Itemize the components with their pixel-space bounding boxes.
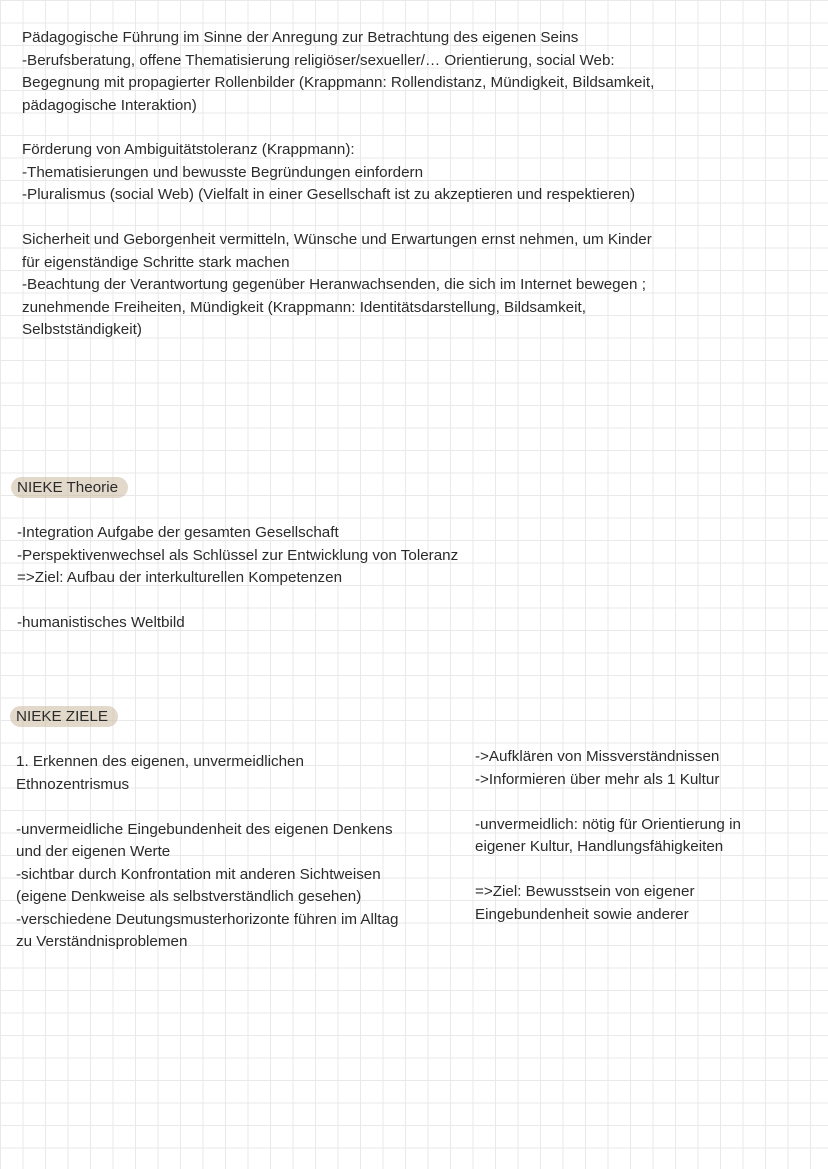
text-line: (eigene Denkweise als selbstverständlich gesehen) [16, 888, 362, 905]
text-line: ->Aufklären von Missverständnissen [475, 748, 720, 765]
text-line: -unvermeidliche Eingebundenheit des eigenen Denkens [16, 820, 393, 838]
ziele-right-column [475, 746, 741, 926]
text-line: Eingebundenheit sowie anderer [475, 905, 689, 923]
text-line: =>Ziel: Bewusstsein von eigener [475, 883, 695, 900]
text-line: -humanistisches Weltbild [17, 614, 185, 631]
text-line: zu Verständnisproblemen [16, 933, 188, 950]
text-line: -Pluralismus (social Web) (Vielfalt in einer Gesellschaft ist zu akzeptieren und respektieren) [22, 186, 636, 203]
text-line: eigener Kultur, Handlungsfähigkeiten [475, 838, 724, 855]
text-line: -Thematisierungen und bewusste Begründungen einfordern [22, 163, 424, 181]
section-ambiguitaetstoleranz [22, 139, 635, 207]
section-heading: NIEKE Theorie [11, 477, 128, 498]
section-heading: für eigenständige Schritte stark machen [20, 254, 298, 271]
section-heading: Förderung von Ambiguitätstoleranz (Krappmann): [20, 141, 363, 158]
text-line: -Perspektivenwechsel als Schlüssel zur Entwicklung von Toleranz [17, 546, 459, 564]
text-line: -verschiedene Deutungsmusterhorizonte führen im Alltag [16, 910, 399, 928]
text-line: =>Ziel: Aufbau der interkulturellen Kompetenzen [17, 569, 343, 586]
section-heading: Sicherheit und Geborgenheit vermitteln, Wünsche und Erwartungen ernst nehmen, um Kinder [20, 231, 686, 248]
text-line: -unvermeidlich: nötig für Orientierung in [475, 815, 741, 833]
text-line: -Integration Aufgabe der gesamten Gesellschaft [17, 524, 339, 541]
text-line: Selbstständigkeit) [22, 321, 142, 338]
ziele-left-column [16, 751, 398, 954]
text-line: -sichtbar durch Konfrontation mit anderen Sichtweisen [16, 865, 381, 883]
item-heading: 1. Erkennen des eigenen, unvermeidlichen [14, 753, 312, 770]
section-sicherheit [22, 229, 686, 342]
section-heading: NIEKE ZIELE [10, 706, 118, 727]
section-nieke-theorie [17, 477, 458, 635]
item-heading: Ethnozentrismus [14, 776, 143, 793]
text-line: pädagogische Interaktion) [22, 96, 197, 114]
text-line: Begegnung mit propagierter Rollenbilder (Krappmann: Rollendistanz, Mündigkeit, Bildsamkeit, [22, 74, 655, 91]
text-line: -Berufsberatung, offene Thematisierung religiöser/sexueller/… Orientierung, social Web: [22, 51, 615, 69]
text-line: und der eigenen Werte [16, 843, 171, 860]
section-heading: Pädagogische Führung im Sinne der Anregung zur Betrachtung des eigenen Seins [20, 29, 586, 46]
text-line: ->Informieren über mehr als 1 Kultur [475, 770, 720, 788]
text-line: -Beachtung der Verantwortung gegenüber Heranwachsenden, die sich im Internet bewegen ; [22, 276, 646, 293]
section-paedagogische-fuehrung [22, 27, 654, 117]
text-line: zunehmende Freiheiten, Mündigkeit (Krappmann: Identitätsdarstellung, Bildsamkeit, [22, 298, 586, 316]
section-nieke-ziele [16, 706, 118, 729]
